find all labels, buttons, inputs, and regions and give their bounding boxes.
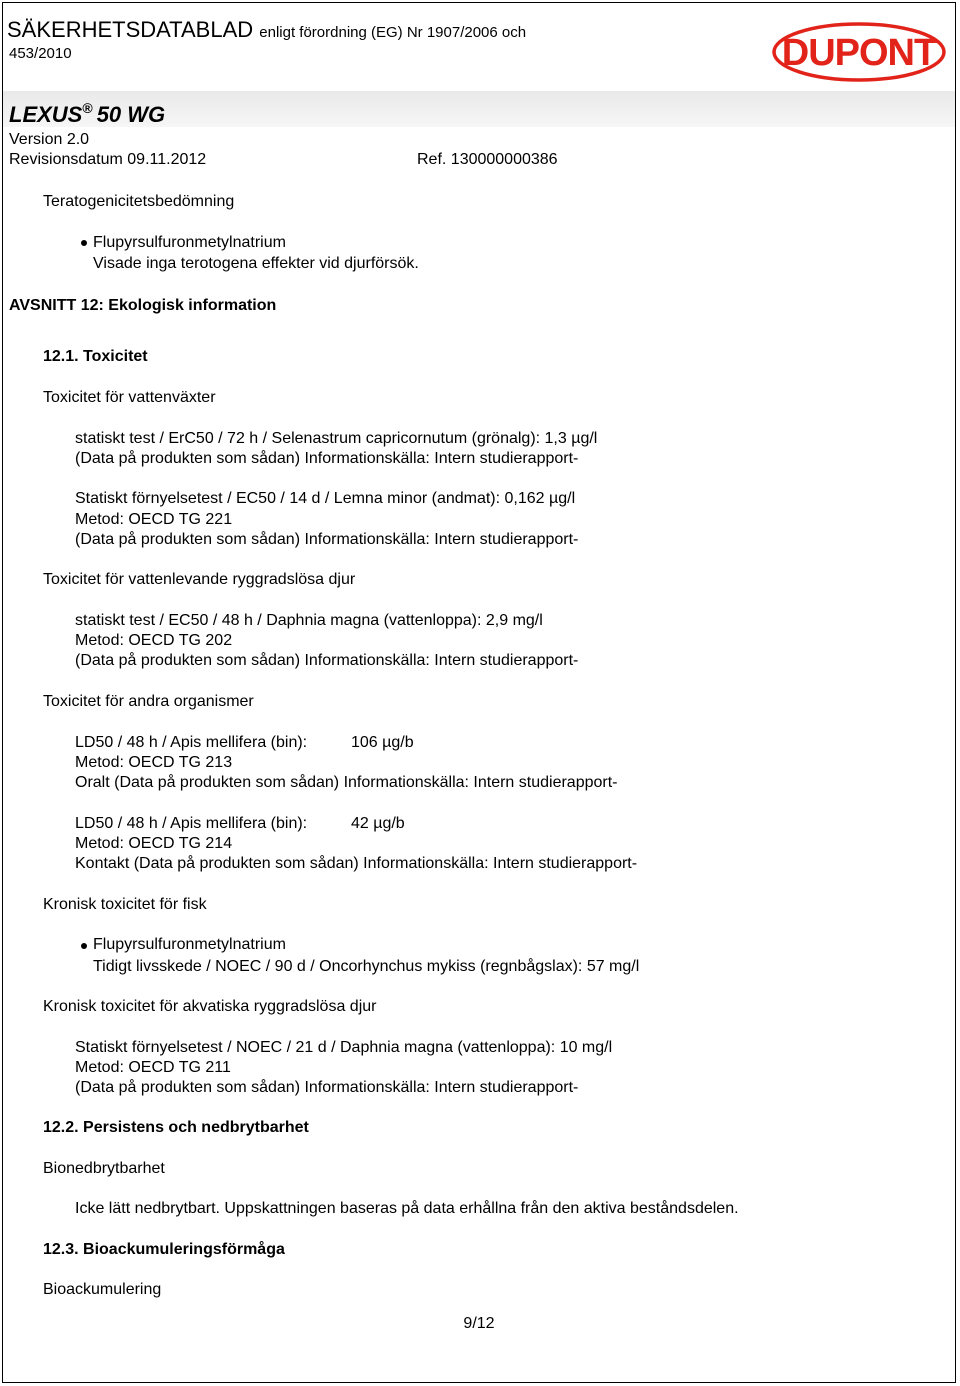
- teratogenicity-heading: Teratogenicitetsbedömning: [43, 193, 235, 210]
- other-organisms-line: Oralt (Data på produkten som sådan) Informationskälla: Intern studierapport-: [75, 774, 618, 791]
- aquatic-plants-line: statiskt test / ErC50 / 72 h / Selenastrum capricornutum (grönalg): 1,3 µg/l: [75, 430, 598, 447]
- revision-date: Revisionsdatum 09.11.2012: [9, 151, 207, 168]
- version-label: Version 2.0: [9, 131, 90, 148]
- logo-text: DUPONT: [781, 32, 937, 74]
- chronic-fish-heading: Kronisk toxicitet för fisk: [43, 896, 207, 913]
- bullet-icon: [81, 240, 87, 246]
- other-organisms-line: Kontakt (Data på produkten som sådan) Informationskälla: Intern studierapport-: [75, 855, 638, 872]
- bullet-icon: [81, 943, 87, 949]
- registered-mark: ®: [82, 100, 93, 116]
- section-12-heading: AVSNITT 12: Ekologisk information: [9, 297, 277, 314]
- product-name: [9, 95, 165, 128]
- title-main: SÄKERHETSDATABLAD: [7, 17, 254, 42]
- chronic-invertebrates-heading: Kronisk toxicitet för akvatiska ryggradslösa djur: [43, 998, 377, 1015]
- biodegradability-heading: Bionedbrytbarhet: [43, 1160, 165, 1177]
- other-organisms-heading: Toxicitet för andra organismer: [43, 693, 254, 710]
- title-regulation-continued: 453/2010: [9, 45, 72, 62]
- reference-number: Ref. 130000000386: [417, 151, 558, 168]
- teratogenicity-result: Visade inga terotogena effekter vid djurförsök.: [93, 255, 419, 272]
- document-page: [2, 2, 956, 1383]
- chronic-fish-line: Tidigt livsskede / NOEC / 90 d / Oncorhynchus mykiss (regnbågslax): 57 mg/l: [93, 958, 640, 975]
- other-organisms-line: Metod: OECD TG 214: [75, 835, 233, 852]
- invertebrates-line: statiskt test / EC50 / 48 h / Daphnia magna (vattenloppa): 2,9 mg/l: [75, 612, 543, 629]
- aquatic-plants-line: Metod: OECD TG 221: [75, 511, 233, 528]
- invertebrates-line: Metod: OECD TG 202: [75, 632, 233, 649]
- chronic-invertebrates-line: Statiskt förnyelsetest / NOEC / 21 d / Daphnia magna (vattenloppa): 10 mg/l: [75, 1039, 613, 1056]
- subsection-12-1-heading: 12.1. Toxicitet: [43, 348, 148, 365]
- teratogenicity-substance: Flupyrsulfuronmetylnatrium: [93, 234, 286, 251]
- bioaccumulation-heading: Bioackumulering: [43, 1281, 162, 1298]
- chronic-invertebrates-line: (Data på produkten som sådan) Informationskälla: Intern studierapport-: [75, 1079, 579, 1096]
- other-organisms-value: 42 µg/b: [351, 815, 405, 832]
- dupont-logo: [771, 21, 947, 83]
- product-name-main: LEXUS: [9, 102, 83, 127]
- subsection-12-3-heading: 12.3. Bioackumuleringsförmåga: [43, 1241, 285, 1258]
- aquatic-plants-line: (Data på produkten som sådan) Informationskälla: Intern studierapport-: [75, 450, 579, 467]
- title-regulation: enligt förordning (EG) Nr 1907/2006 och: [259, 24, 527, 41]
- biodegradability-line: Icke lätt nedbrytbart. Uppskattningen baseras på data erhållna från den aktiva beståndsdelen.: [75, 1200, 739, 1217]
- subsection-12-2-heading: 12.2. Persistens och nedbrytbarhet: [43, 1119, 309, 1136]
- product-name-suffix: 50 WG: [96, 102, 166, 127]
- other-organisms-line: Metod: OECD TG 213: [75, 754, 233, 771]
- other-organisms-label: LD50 / 48 h / Apis mellifera (bin):: [75, 734, 308, 751]
- aquatic-plants-line: Statiskt förnyelsetest / EC50 / 14 d / Lemna minor (andmat): 0,162 µg/l: [75, 490, 576, 507]
- chronic-invertebrates-line: Metod: OECD TG 211: [75, 1059, 231, 1076]
- invertebrates-line: (Data på produkten som sådan) Informationskälla: Intern studierapport-: [75, 652, 579, 669]
- aquatic-plants-heading: Toxicitet för vattenväxter: [43, 389, 216, 406]
- document-title: [7, 17, 526, 46]
- other-organisms-value: 106 µg/b: [351, 734, 414, 751]
- other-organisms-label: LD50 / 48 h / Apis mellifera (bin):: [75, 815, 308, 832]
- page-number: 9/12: [463, 1315, 495, 1332]
- invertebrates-heading: Toxicitet för vattenlevande ryggradslösa djur: [43, 571, 356, 588]
- chronic-fish-substance: Flupyrsulfuronmetylnatrium: [93, 936, 286, 953]
- aquatic-plants-line: (Data på produkten som sådan) Informationskälla: Intern studierapport-: [75, 531, 579, 548]
